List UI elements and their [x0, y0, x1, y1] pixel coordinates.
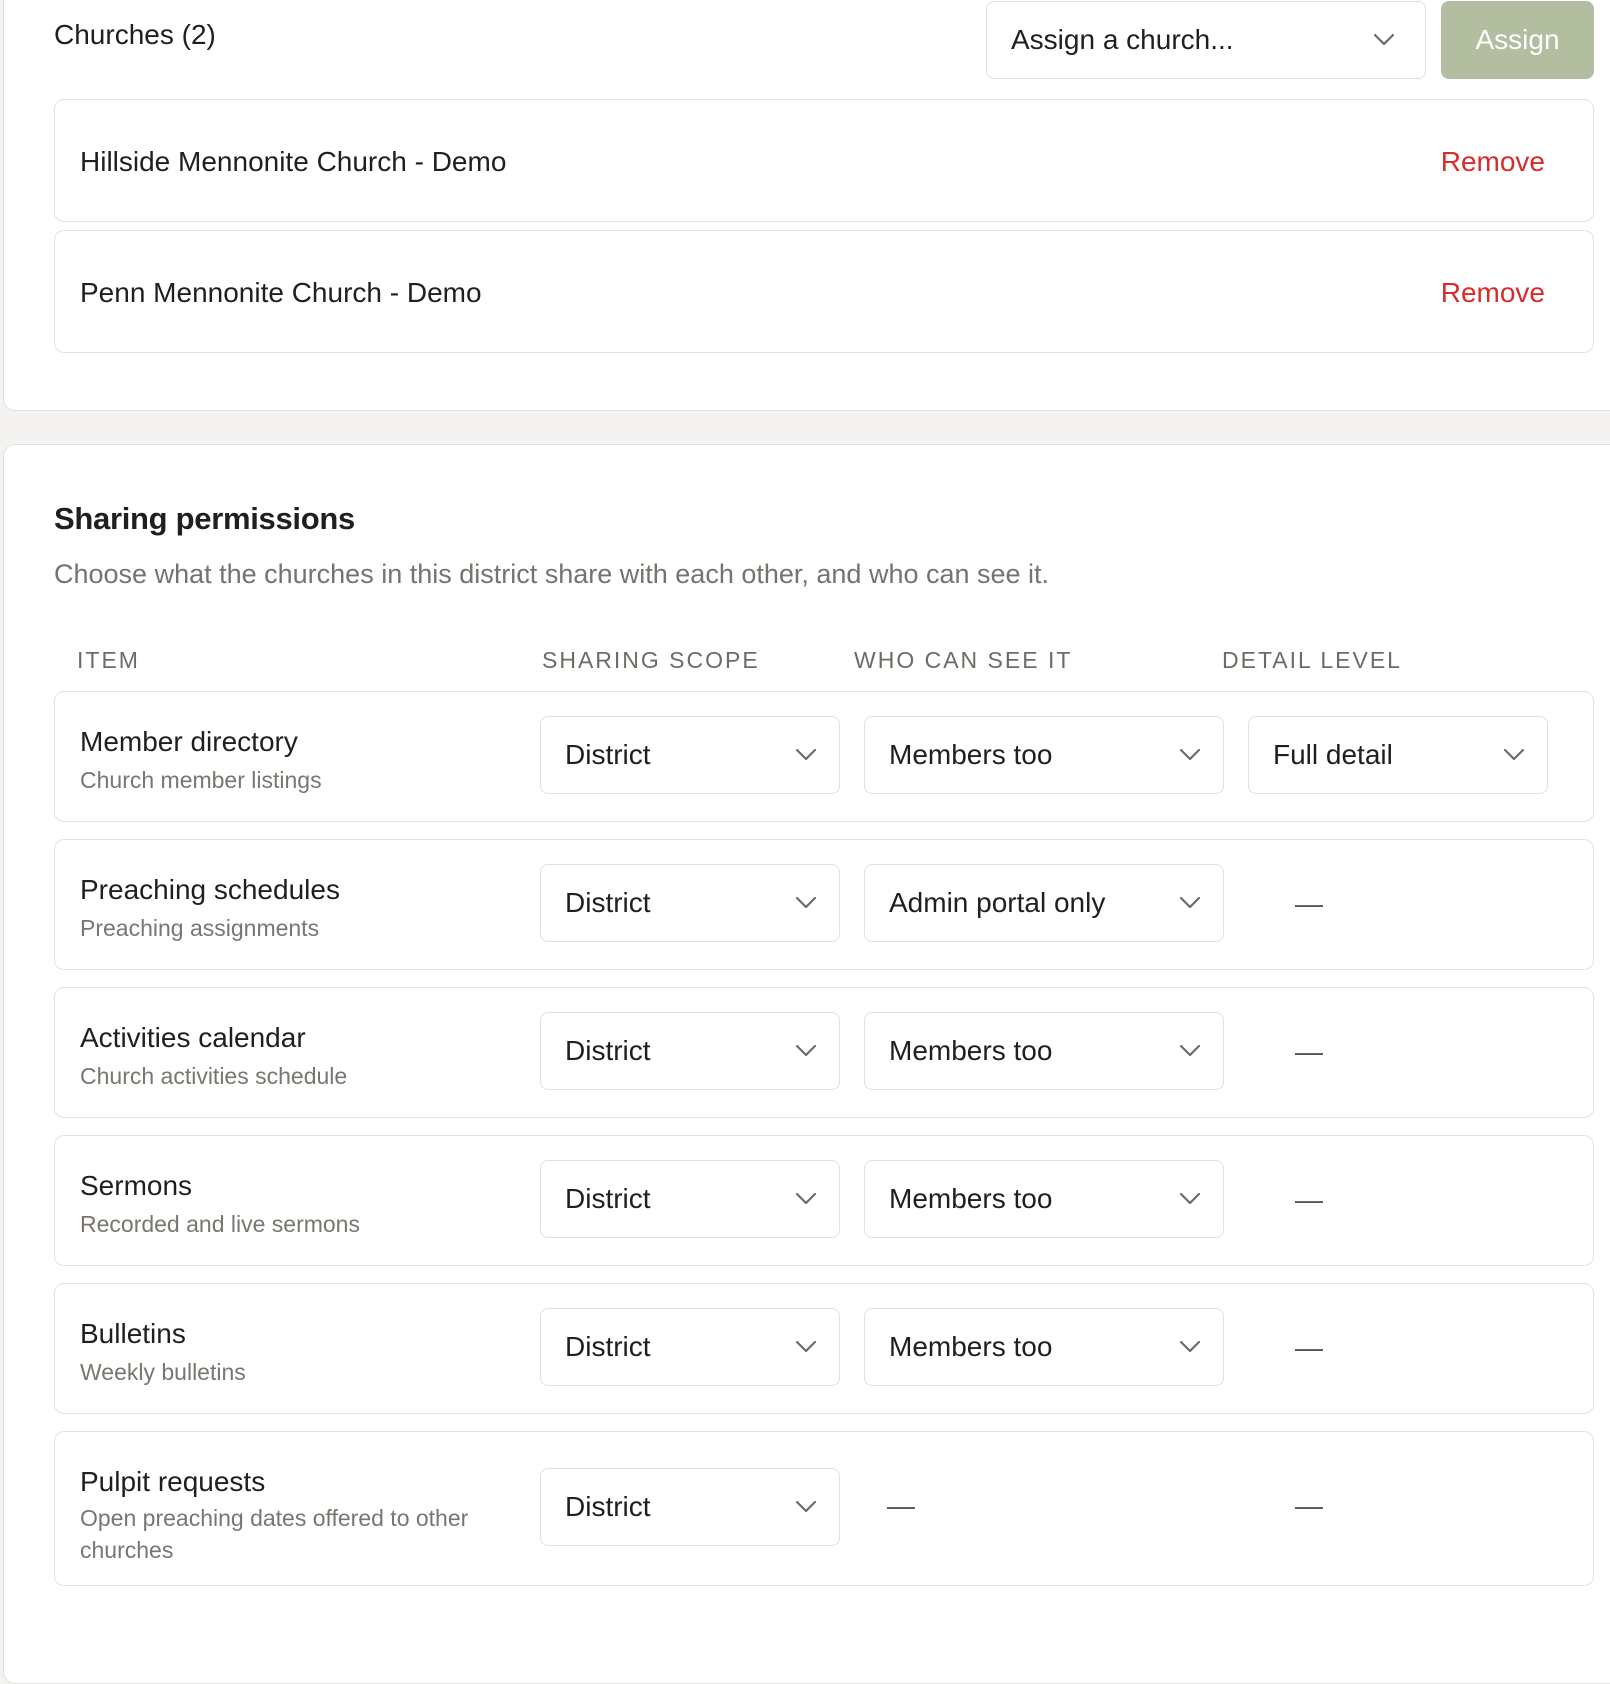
chevron-down-icon [1503, 748, 1525, 762]
chevron-down-icon [795, 1500, 817, 1514]
church-name: Hillside Mennonite Church - Demo [80, 146, 507, 177]
permission-row-bulletins [54, 1283, 1594, 1414]
detail-level-select[interactable] [1248, 716, 1548, 794]
item-description: Preaching assignments [80, 915, 320, 941]
who-can-see-value: Admin portal only [889, 887, 1106, 918]
permission-row-pulpit-requests [54, 1431, 1594, 1586]
who-can-see-value: Members too [889, 1331, 1053, 1362]
who-can-see-value: Members too [889, 739, 1053, 770]
item-description: Recorded and live sermons [80, 1211, 360, 1237]
item-description: Weekly bulletins [80, 1359, 246, 1385]
sharing-title: Sharing permissions [54, 501, 355, 536]
church-row [54, 230, 1594, 353]
who-can-see-value: Members too [889, 1183, 1053, 1214]
item-name: Bulletins [80, 1318, 186, 1349]
item-name: Sermons [80, 1170, 193, 1201]
sharing-scope-select[interactable] [540, 1160, 840, 1238]
chevron-down-icon [1373, 33, 1395, 47]
who-can-see-select[interactable] [864, 1012, 1224, 1090]
who-can-see-select[interactable] [864, 716, 1224, 794]
item-name: Pulpit requests [80, 1466, 266, 1497]
detail-level-empty: — [1295, 888, 1323, 919]
item-description: Church member listings [80, 767, 322, 793]
chevron-down-icon [795, 896, 817, 910]
item-name: Preaching schedules [80, 874, 340, 905]
sharing-scope-select[interactable] [540, 1308, 840, 1386]
column-header-scope: SHARING SCOPE [542, 647, 760, 673]
remove-church-button[interactable]: Remove [1440, 277, 1545, 308]
column-header-who: WHO CAN SEE IT [854, 647, 1073, 673]
sharing-scope-select[interactable] [540, 864, 840, 942]
sharing-scope-value: District [565, 1183, 651, 1214]
who-can-see-empty: — [887, 1490, 915, 1521]
detail-level-empty: — [1295, 1490, 1323, 1521]
detail-level-empty: — [1295, 1184, 1323, 1215]
assign-button[interactable]: Assign [1441, 1, 1594, 79]
chevron-down-icon [795, 1340, 817, 1354]
remove-church-button[interactable]: Remove [1440, 146, 1545, 177]
sharing-scope-select[interactable] [540, 716, 840, 794]
item-name: Activities calendar [80, 1022, 306, 1053]
sharing-scope-select[interactable] [540, 1012, 840, 1090]
sharing-scope-value: District [565, 1491, 651, 1522]
church-name: Penn Mennonite Church - Demo [80, 277, 482, 308]
detail-level-empty: — [1295, 1332, 1323, 1363]
chevron-down-icon [795, 748, 817, 762]
sharing-description: Choose what the churches in this district share with each other, and who can see it. [54, 559, 1050, 589]
chevron-down-icon [1179, 1192, 1201, 1206]
chevron-down-icon [795, 1192, 817, 1206]
permission-row-member-directory [54, 691, 1594, 822]
item-name: Member directory [80, 726, 298, 757]
who-can-see-select[interactable] [864, 1308, 1224, 1386]
who-can-see-value: Members too [889, 1035, 1053, 1066]
who-can-see-select[interactable] [864, 1160, 1224, 1238]
permission-row-activities-calendar [54, 987, 1594, 1118]
churches-title: Churches (2) [54, 19, 216, 50]
permission-row-preaching-schedules [54, 839, 1594, 970]
sharing-scope-value: District [565, 1331, 651, 1362]
church-row [54, 99, 1594, 222]
who-can-see-select[interactable] [864, 864, 1224, 942]
assign-church-select-value: Assign a church... [1011, 24, 1234, 55]
detail-level-value: Full detail [1273, 739, 1393, 770]
sharing-permissions-card [3, 444, 1610, 1684]
item-description: Church activities schedule [80, 1063, 348, 1089]
column-header-item: ITEM [77, 647, 140, 673]
permission-row-sermons [54, 1135, 1594, 1266]
sharing-scope-select[interactable] [540, 1468, 840, 1546]
chevron-down-icon [1179, 1044, 1201, 1058]
chevron-down-icon [1179, 748, 1201, 762]
detail-level-empty: — [1295, 1036, 1323, 1067]
item-description: Open preaching dates offered to other churches [80, 1505, 469, 1563]
chevron-down-icon [795, 1044, 817, 1058]
sharing-scope-value: District [565, 887, 651, 918]
chevron-down-icon [1179, 896, 1201, 910]
churches-card [3, 0, 1610, 411]
column-header-detail: DETAIL LEVEL [1222, 647, 1402, 673]
sharing-scope-value: District [565, 739, 651, 770]
chevron-down-icon [1179, 1340, 1201, 1354]
assign-church-select[interactable] [986, 1, 1426, 79]
sharing-scope-value: District [565, 1035, 651, 1066]
